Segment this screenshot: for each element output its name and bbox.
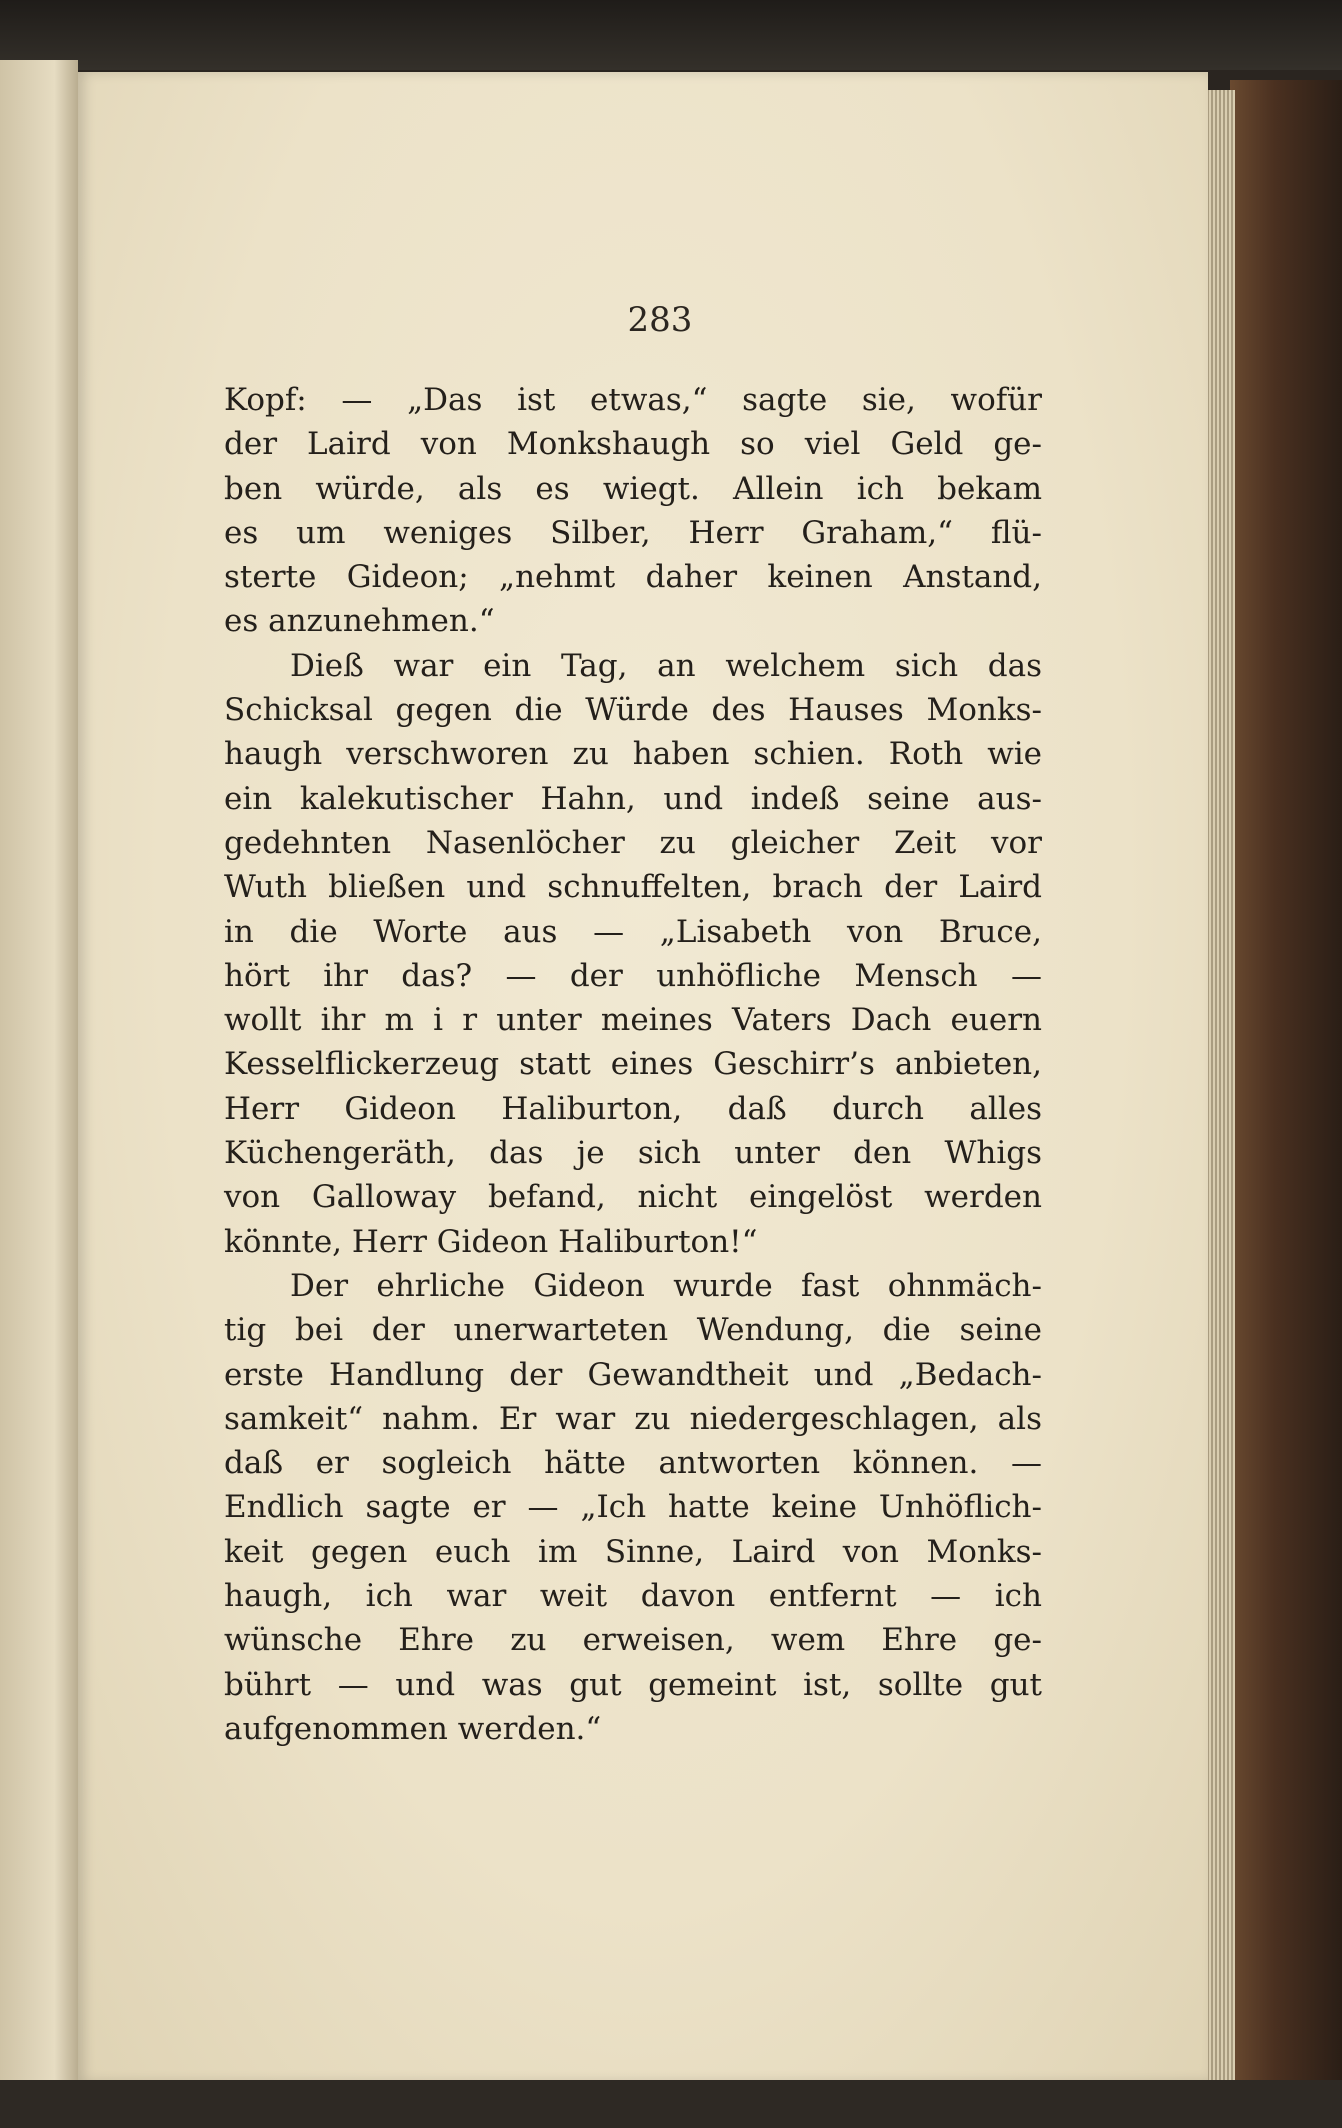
text-line: es um weniges Silber, Herr Graham,“ flü- <box>224 514 1042 551</box>
text-line: in die Worte aus — „Lisabeth von Bruce, <box>224 913 1042 950</box>
page-stack-edges <box>1205 90 1235 2080</box>
text-line: wollt ihr m i r unter meines Vaters Dach euern <box>224 1002 1042 1039</box>
text-line: bührt — und was gut gemeint ist, sollte gut <box>224 1666 1042 1703</box>
text-line: haugh verschworen zu haben schien. Roth wie <box>224 736 1042 773</box>
text-line: aufgenommen werden.“ <box>224 1710 602 1747</box>
text-line: Herr Gideon Haliburton, daß durch alles <box>224 1090 1042 1127</box>
text-line: ben würde, als es wiegt. Allein ich bekam <box>224 470 1042 507</box>
text-line: hört ihr das? — der unhöfliche Mensch — <box>224 957 1042 994</box>
page-number: 283 <box>627 300 693 340</box>
text-line: könnte, Herr Gideon Haliburton!“ <box>224 1223 758 1260</box>
facing-page-edge <box>0 60 78 2110</box>
text-line: der Laird von Monkshaugh so viel Geld ge- <box>224 426 1042 463</box>
text-line: es anzunehmen.“ <box>224 603 495 640</box>
text-line: haugh, ich war weit davon entfernt — ich <box>224 1578 1042 1615</box>
text-line: tig bei der unerwarteten Wendung, die seine <box>224 1312 1042 1349</box>
text-line: Wuth bließen und schnuffelten, brach der Laird <box>224 869 1042 906</box>
text-line: erste Handlung der Gewandtheit und „Bedach- <box>224 1356 1042 1393</box>
text-line: Der ehrliche Gideon wurde fast ohnmäch- <box>290 1267 1042 1304</box>
book-binding <box>1230 80 1342 2090</box>
text-line: Endlich sagte er — „Ich hatte keine Unhöflich- <box>224 1489 1042 1526</box>
text-line: Dieß war ein Tag, an welchem sich das <box>290 647 1042 684</box>
text-line: daß er sogleich hätte antworten können. — <box>224 1445 1042 1482</box>
text-line: Küchengeräth, das je sich unter den Whigs <box>224 1135 1042 1172</box>
text-line: Kopf: — „Das ist etwas,“ sagte sie, wofür <box>224 382 1042 418</box>
scan-background-bottom <box>0 2080 1342 2128</box>
body-text <box>224 378 1042 1751</box>
text-line: gedehnten Nasenlöcher zu gleicher Zeit vor <box>224 824 1042 861</box>
text-line: von Galloway befand, nicht eingelöst werden <box>224 1179 1042 1216</box>
text-line: keit gegen euch im Sinne, Laird von Monks- <box>224 1533 1042 1570</box>
text-line: Kesselflickerzeug statt eines Geschirr’s anbieten, <box>224 1046 1042 1083</box>
text-line: ein kalekutischer Hahn, und indeß seine aus- <box>224 780 1042 817</box>
scan-background-top <box>0 0 1342 70</box>
text-line: sterte Gideon; „nehmt daher keinen Anstand, <box>224 559 1042 596</box>
text-line: wünsche Ehre zu erweisen, wem Ehre ge- <box>224 1622 1042 1659</box>
text-line: samkeit“ nahm. Er war zu niedergeschlagen, als <box>224 1400 1042 1437</box>
text-line: Schicksal gegen die Würde des Hauses Monks- <box>224 692 1042 729</box>
